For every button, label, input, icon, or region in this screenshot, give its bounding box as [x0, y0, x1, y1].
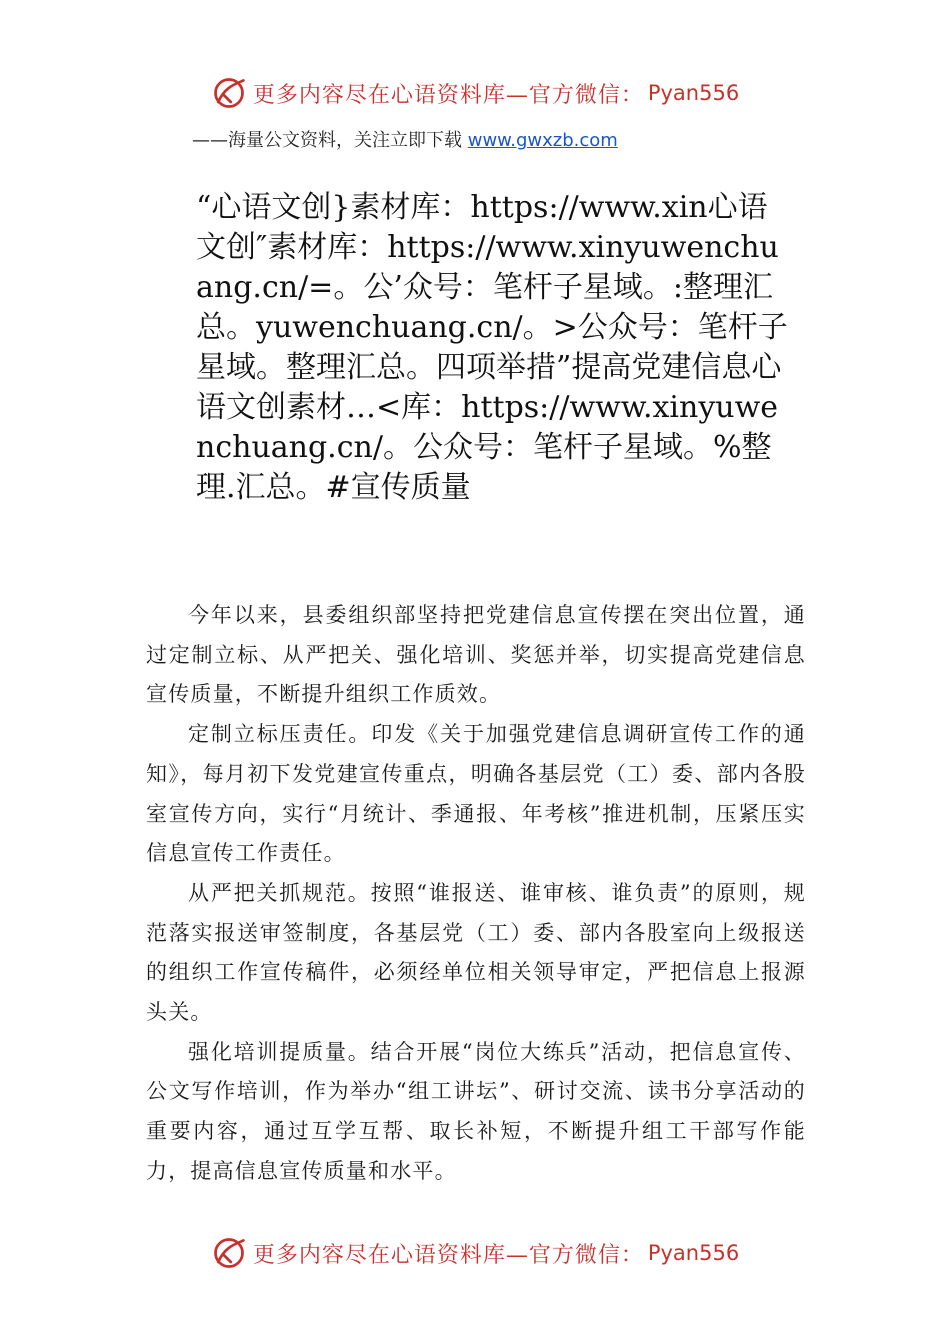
footer-banner-text: 更多内容尽在心语资料库—官方微信： — [252, 1242, 644, 1268]
document-body — [146, 596, 806, 1192]
xinyu-logo-icon — [211, 1235, 247, 1271]
header-subbanner — [192, 126, 752, 152]
subbanner-text: ——海量公文资料，关注立即下载 — [192, 130, 468, 151]
footer-wechat-id: Pyan556 — [647, 1241, 740, 1265]
website-link[interactable]: www.gwxzb.com — [467, 130, 618, 151]
document-title: “心语文创}素材库：https://www.xin心语文创″素材库：https://www.xinyuwenchuang.cn/=。公’众号：笔杆子星域。:整理汇总。yuwenchuang.cn/。>公众号：笔杆子星域。整理汇总。四项举措”提高党建信息心语文创素材…<库：https://www.xinyuwenchuang.cn/。公众号：笔杆子星域。%整理.汇总。#宣传质量 — [196, 190, 788, 505]
xinyu-logo-icon — [211, 75, 247, 111]
footer-banner — [0, 1228, 950, 1278]
paragraph-responsibility: 定制立标压责任。印发《关于加强党建信息调研宣传工作的通知》，每月初下发党建宣传重点，明确各基层党（工）委、部内各股室宣传方向，实行“月统计、季通报、年考核”推进机制，压紧压实信息宣传工作责任。 — [146, 722, 806, 866]
header-wechat-id: Pyan556 — [647, 81, 740, 105]
header-banner — [0, 68, 950, 118]
paragraph-intro: 今年以来，县委组织部坚持把党建信息宣传摆在突出位置，通过定制立标、从严把关、强化培训、奖惩并举，切实提高党建信息宣传质量，不断提升组织工作质效。 — [146, 603, 806, 707]
paragraph-standards: 从严把关抓规范。按照“谁报送、谁审核、谁负责”的原则，规范落实报送审签制度，各基层党（工）委、部内各股室向上级报送的组织工作宣传稿件，必须经单位相关领导审定，严把信息上报源头关。 — [146, 880, 806, 1025]
paragraph-training: 强化培训提质量。结合开展“岗位大练兵”活动，把信息宣传、公文写作培训，作为举办“组工讲坛”、研讨交流、读书分享活动的重要内容，通过互学互帮、取长补短，不断提升组工干部写作能力，提高信息宣传质量和水平。 — [146, 1039, 806, 1183]
header-banner-text: 更多内容尽在心语资料库—官方微信： — [252, 82, 644, 108]
